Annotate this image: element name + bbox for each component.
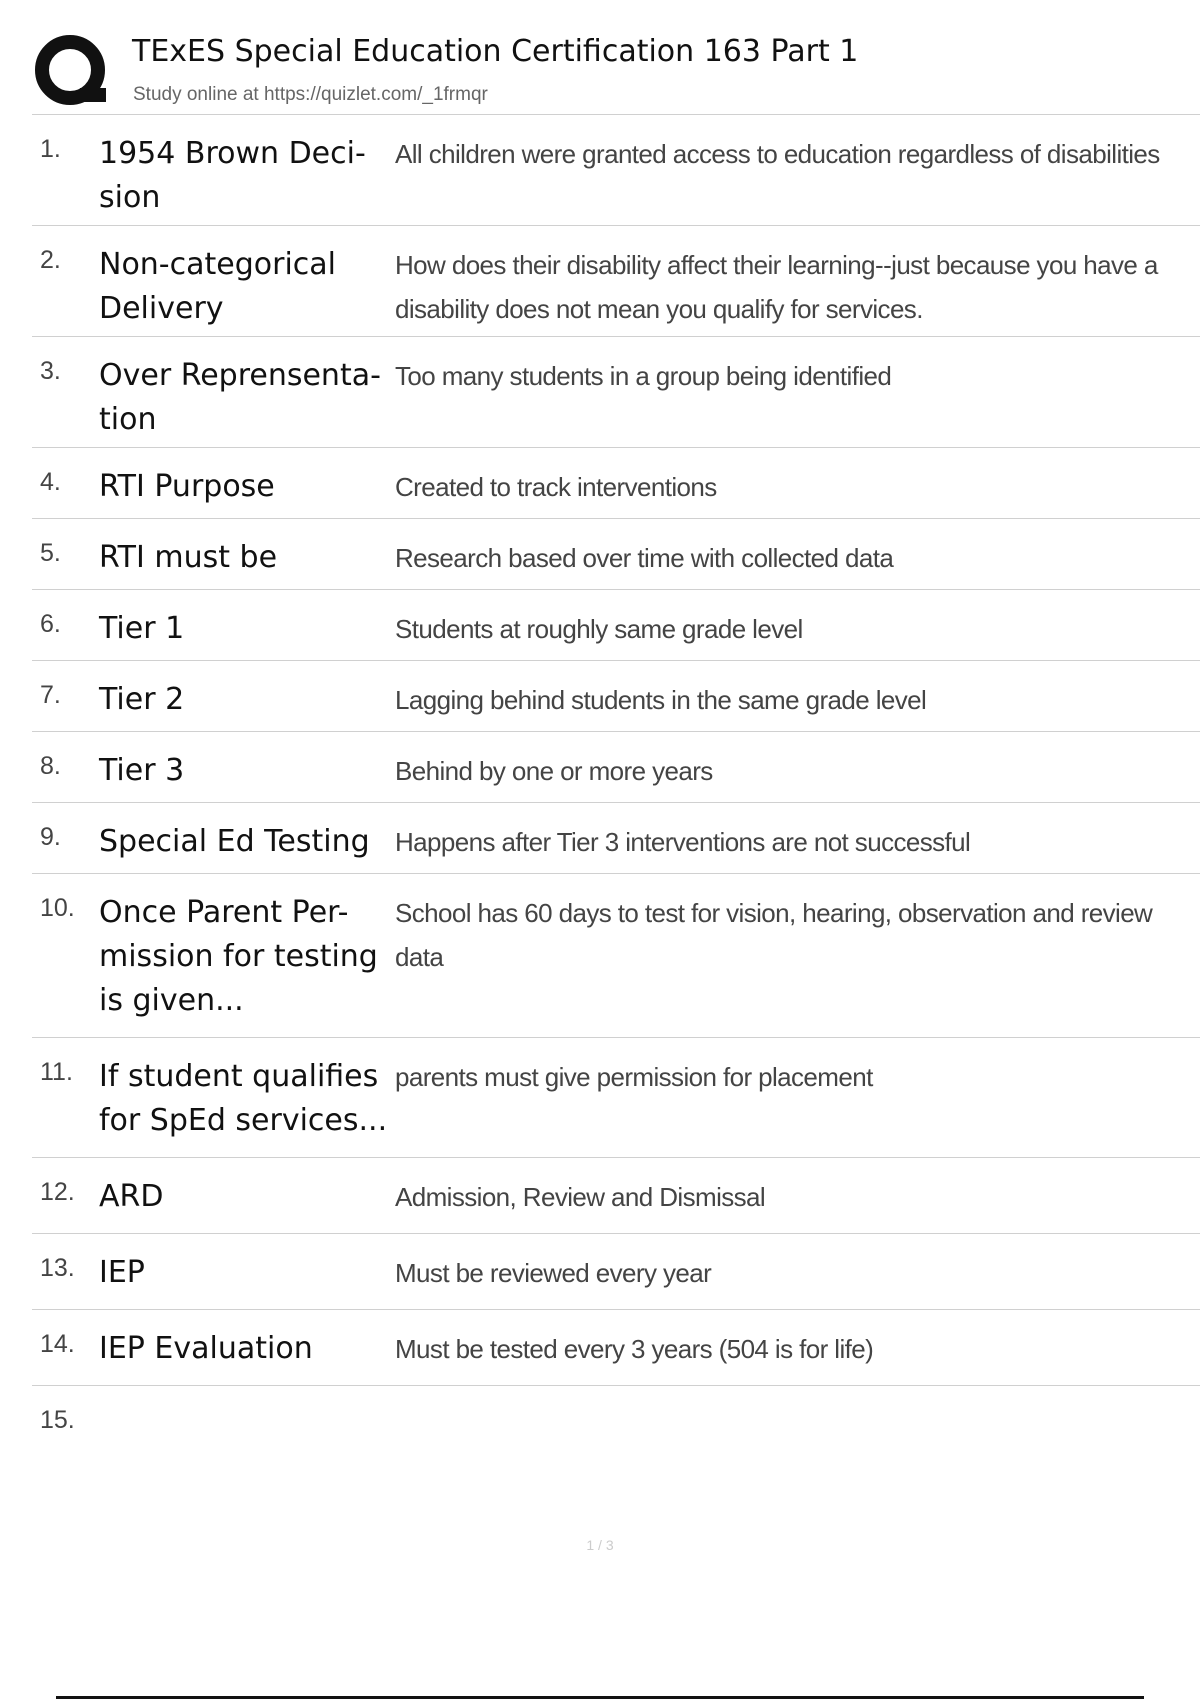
term-text: IEP Evaluation xyxy=(99,1331,313,1366)
row-number: 15. xyxy=(40,1406,75,1434)
page-header xyxy=(32,28,1200,115)
definition-text: Research based over time with collected data xyxy=(395,543,894,573)
term-row xyxy=(32,590,1200,661)
definition-text: How does their disability affect their learning--just because you have a disability does not mean you qualify for services. xyxy=(395,250,1158,324)
definition-text: Must be reviewed every year xyxy=(395,1258,712,1288)
definition-text: Must be tested every 3 years (504 is for life) xyxy=(395,1334,874,1364)
term-text: Once Parent Per- mission for testing is given... xyxy=(99,895,378,1018)
row-number: 10. xyxy=(40,894,75,922)
term-text: IEP xyxy=(99,1255,145,1290)
term-row xyxy=(32,115,1200,226)
term-text: Tier 2 xyxy=(99,682,185,717)
page-title: TExES Special Education Certification 163 Part 1 xyxy=(132,34,859,69)
quizlet-logo-icon xyxy=(32,32,112,112)
row-number: 8. xyxy=(40,752,61,780)
term-text: RTI Purpose xyxy=(99,469,275,504)
definition-text: Admission, Review and Dismissal xyxy=(395,1182,766,1212)
term-text: If student qualifies for SpEd services... xyxy=(99,1059,388,1138)
term-row xyxy=(32,448,1200,519)
row-number: 13. xyxy=(40,1254,75,1282)
definition-text: Behind by one or more years xyxy=(395,756,713,786)
row-number: 2. xyxy=(40,246,61,274)
term-text: Over Reprensenta- tion xyxy=(99,358,381,437)
row-number: 11. xyxy=(40,1058,73,1086)
row-number: 3. xyxy=(40,357,61,385)
term-text: Tier 3 xyxy=(99,753,185,788)
row-number: 5. xyxy=(40,539,61,567)
term-text: ARD xyxy=(99,1179,164,1214)
term-text: 1954 Brown Deci- sion xyxy=(99,136,366,215)
term-row xyxy=(32,874,1200,1038)
row-number: 12. xyxy=(40,1178,75,1206)
definition-text: Happens after Tier 3 interventions are not successful xyxy=(395,827,971,857)
term-row xyxy=(32,661,1200,732)
term-text: Tier 1 xyxy=(99,611,185,646)
term-text: Special Ed Testing xyxy=(99,824,370,859)
row-number: 6. xyxy=(40,610,61,638)
term-list xyxy=(32,115,1200,1462)
definition-text: Created to track interventions xyxy=(395,472,717,502)
term-text: RTI must be xyxy=(99,540,278,575)
term-row xyxy=(32,1234,1200,1310)
term-row xyxy=(32,226,1200,337)
definition-text: Too many students in a group being identified xyxy=(395,361,892,391)
term-row xyxy=(32,803,1200,874)
page-indicator: 1 / 3 xyxy=(586,1537,614,1553)
term-row xyxy=(32,1158,1200,1234)
term-row xyxy=(32,732,1200,803)
row-number: 9. xyxy=(40,823,61,851)
definition-text: parents must give permission for placement xyxy=(395,1062,873,1092)
study-link[interactable]: Study online at https://quizlet.com/_1frmqr xyxy=(133,84,488,105)
term-row xyxy=(32,519,1200,590)
term-row xyxy=(32,337,1200,448)
definition-text: Students at roughly same grade level xyxy=(395,614,803,644)
term-row xyxy=(32,1310,1200,1386)
term-row xyxy=(32,1386,1200,1462)
term-row xyxy=(32,1038,1200,1158)
definition-text: School has 60 days to test for vision, hearing, observation and review data xyxy=(395,898,1153,972)
term-text: Non-categorical Delivery xyxy=(99,247,337,326)
row-number: 1. xyxy=(40,135,61,163)
row-number: 4. xyxy=(40,468,61,496)
definition-text: All children were granted access to education regardless of disabilities xyxy=(395,139,1160,169)
row-number: 14. xyxy=(40,1330,75,1358)
footer-divider xyxy=(56,1696,1144,1699)
row-number: 7. xyxy=(40,681,61,709)
definition-text: Lagging behind students in the same grade level xyxy=(395,685,927,715)
